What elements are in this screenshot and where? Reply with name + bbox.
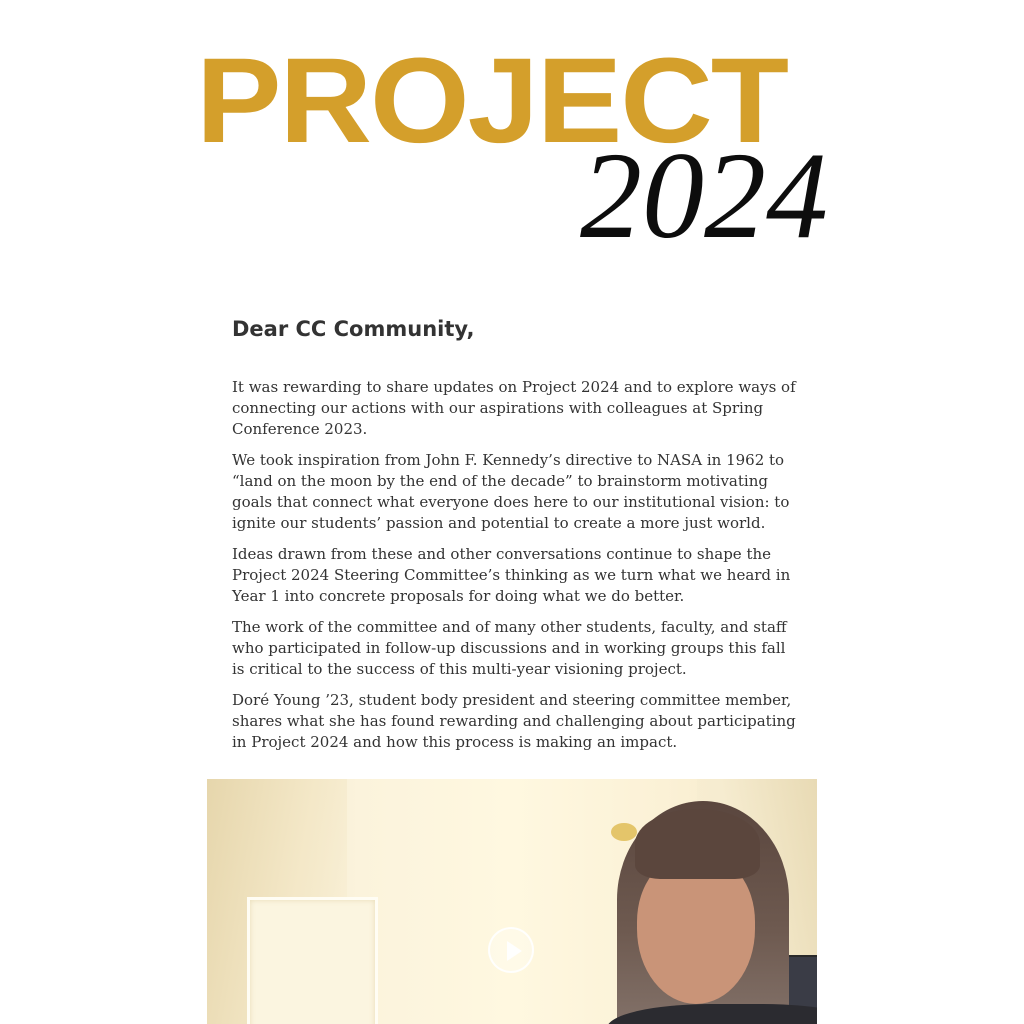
letter-body: [232, 316, 800, 763]
project-logo-word: PROJECT: [196, 32, 787, 168]
paragraph-5: Doré Young ’23, student body president and steering committee member, shares what she has found rewarding and challenging about participating in Project 2024 and how this process is making an impact.: [232, 691, 796, 752]
video-door: [247, 897, 378, 1024]
paragraph-1: It was rewarding to share updates on Project 2024 and to explore ways of connecting our actions with our aspirations with colleagues at Spring Conference 2023.: [232, 378, 796, 439]
video-thumbnail[interactable]: [207, 779, 817, 1024]
paragraph-3: Ideas drawn from these and other conversations continue to shape the Project 2024 Steering Committee’s thinking as we turn what we heard in Year 1 into concrete proposals for doing what we do better.: [232, 545, 791, 606]
video-wall-picture: [785, 955, 817, 1011]
paragraph-2: We took inspiration from John F. Kennedy’s directive to NASA in 1962 to “land on the moon by the end of the decade” to brainstorm motivating goals that connect what everyone does here to our institutional vision: to ignite our students’ passion and potential to create a more just world.: [232, 451, 790, 533]
greeting: Dear CC Community,: [232, 317, 475, 341]
video-person-bangs: [635, 809, 760, 879]
play-icon[interactable]: [488, 927, 534, 973]
paragraph-4: The work of the committee and of many other students, faculty, and staff who participated in follow-up discussions and in working groups this fall is critical to the success of this multi-year visioning project.: [232, 618, 787, 679]
project-logo-year: 2024: [580, 127, 828, 264]
video-wall-light: [611, 823, 637, 841]
